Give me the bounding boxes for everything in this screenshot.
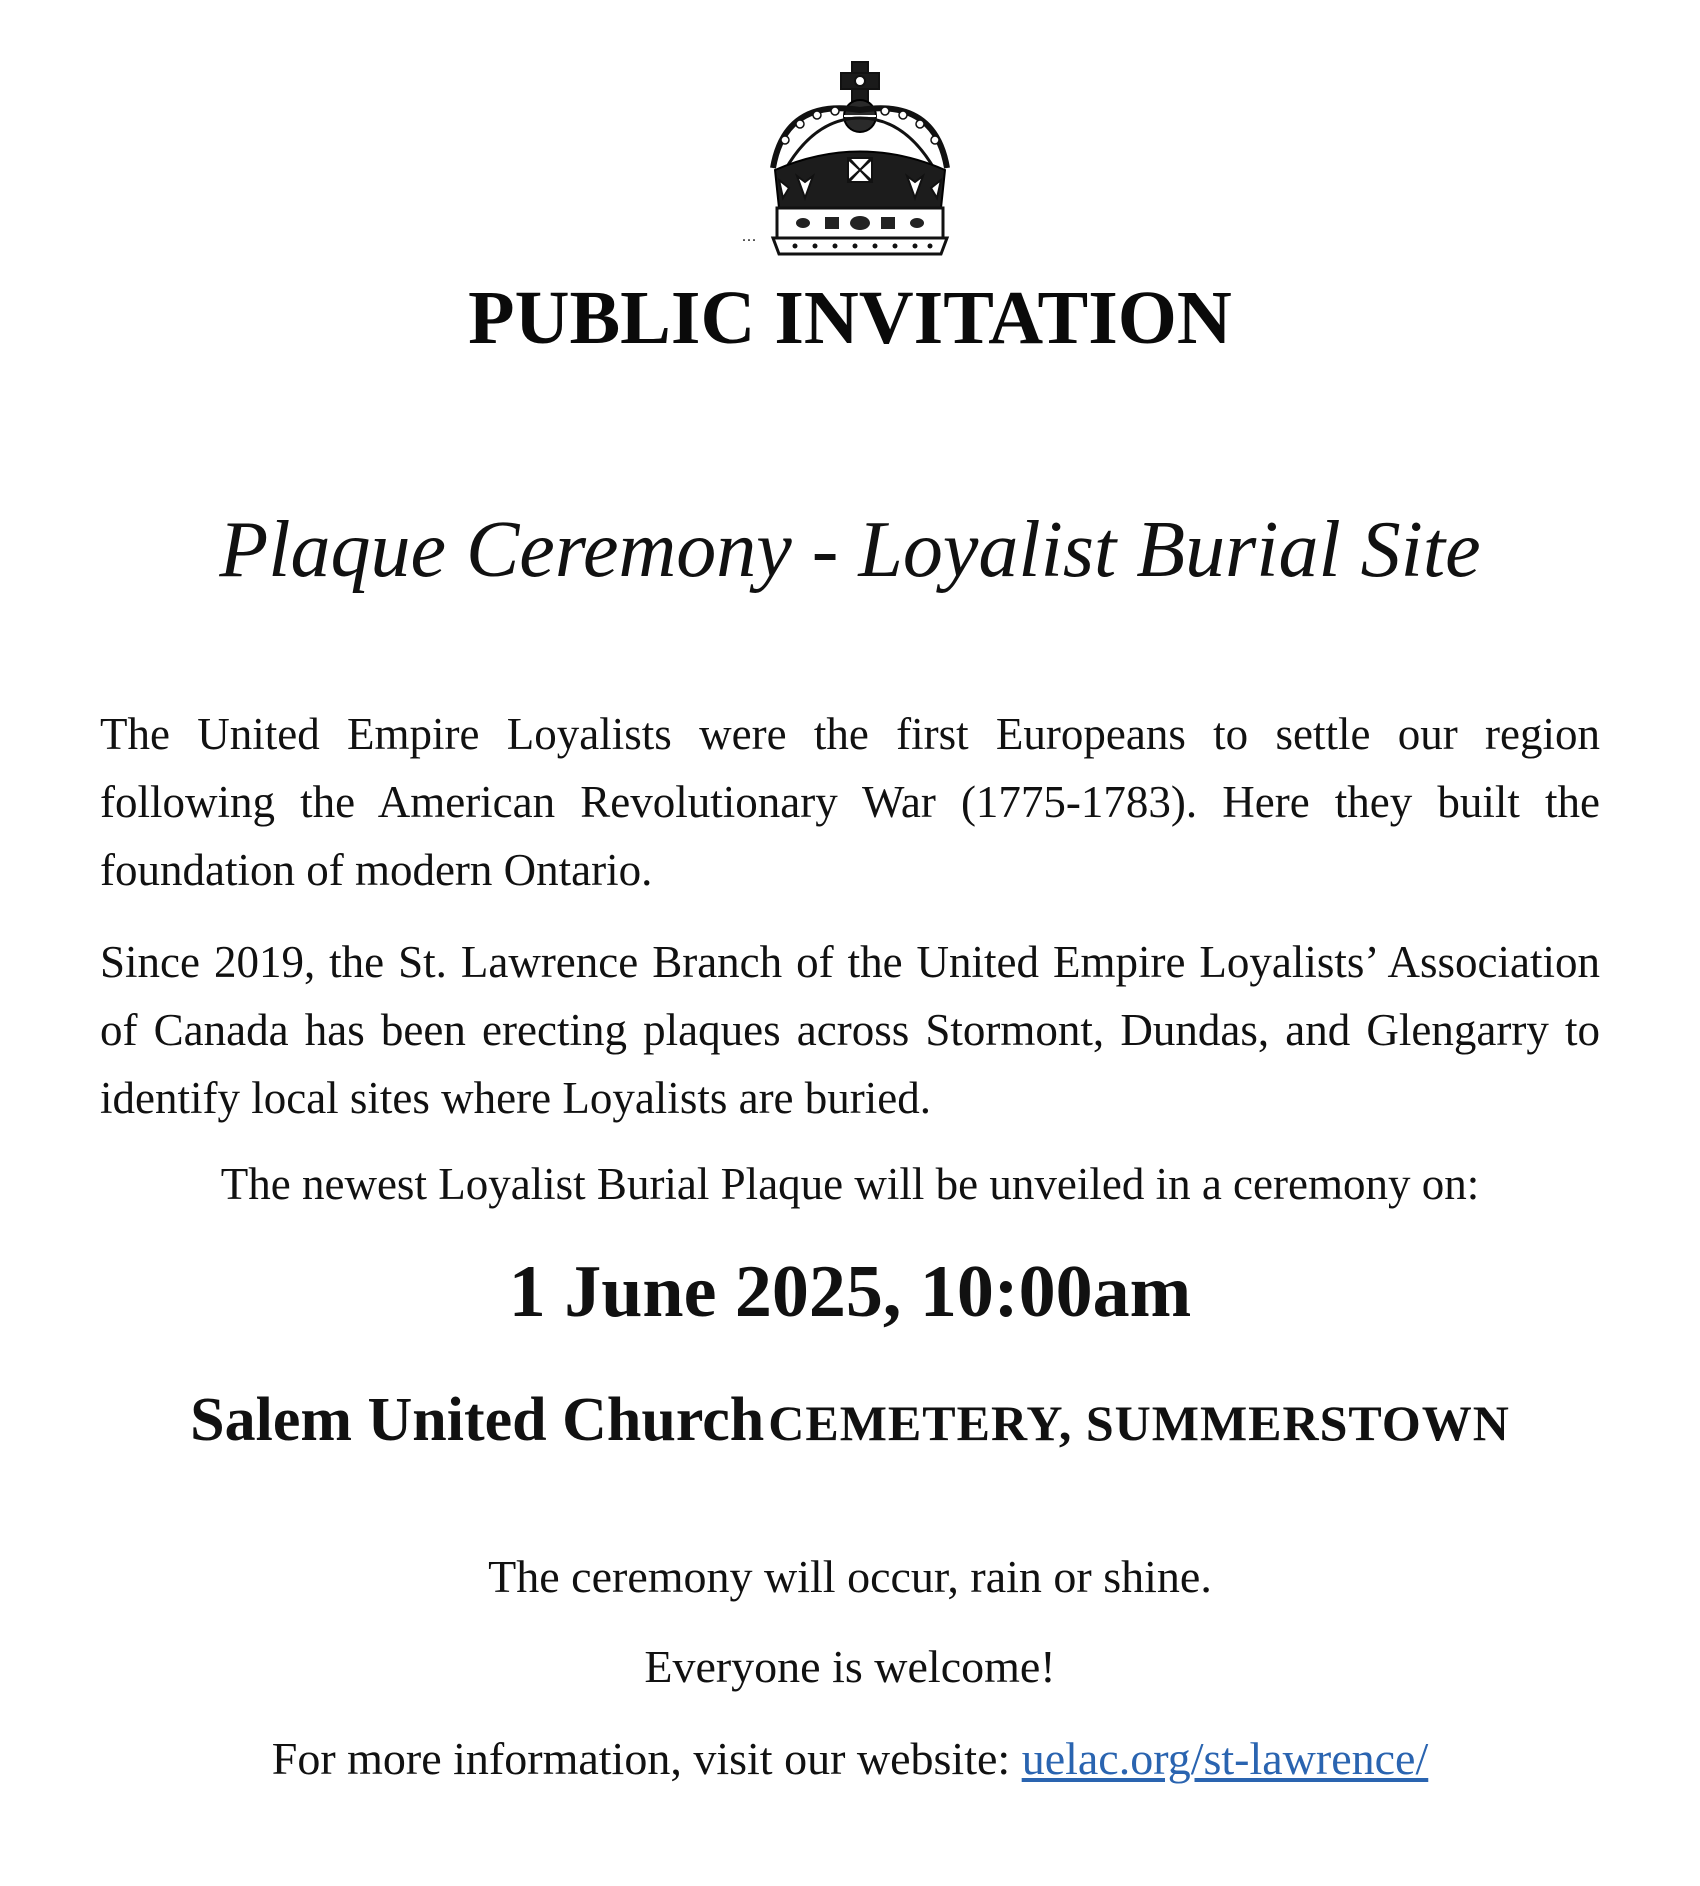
branch-paragraph: Since 2019, the St. Lawrence Branch of the United Empire Loyalists’ Association of Canada has been erecting plaques across Stormont, Dundas, and Glengarry to identify local sites where Loyalists are buried. [100,937,1600,1123]
event-venue [0,1385,1700,1456]
ceremony-title: Plaque Ceremony - Loyalist Burial Site [219,506,1481,594]
info-line [0,1732,1700,1785]
welcome-note: Everyone is welcome! [644,1641,1056,1692]
event-date-time: 1 June 2025, 10:00am [508,1251,1192,1333]
venue-place: CEMETERY, SUMMERSTOWN [768,1395,1510,1451]
crown-icon [745,58,975,268]
info-prefix: For more information, visit our website: [271,1733,1022,1784]
website-link[interactable]: uelac.org/st-lawrence/ [1021,1733,1429,1784]
weather-note: The ceremony will occur, rain or shine. [488,1551,1212,1602]
venue-name: Salem United Church [190,1386,765,1454]
announcement-text: The newest Loyalist Burial Plaque will be unveiled in a ceremony on: [220,1159,1480,1209]
crown-dots: ... [742,228,757,245]
history-paragraph: The United Empire Loyalists were the first Europeans to settle our region following the American Revolutionary War (1775-1783). Here they built the foundation of modern Ontario. [100,709,1600,895]
page-heading: PUBLIC INVITATION [468,276,1232,360]
